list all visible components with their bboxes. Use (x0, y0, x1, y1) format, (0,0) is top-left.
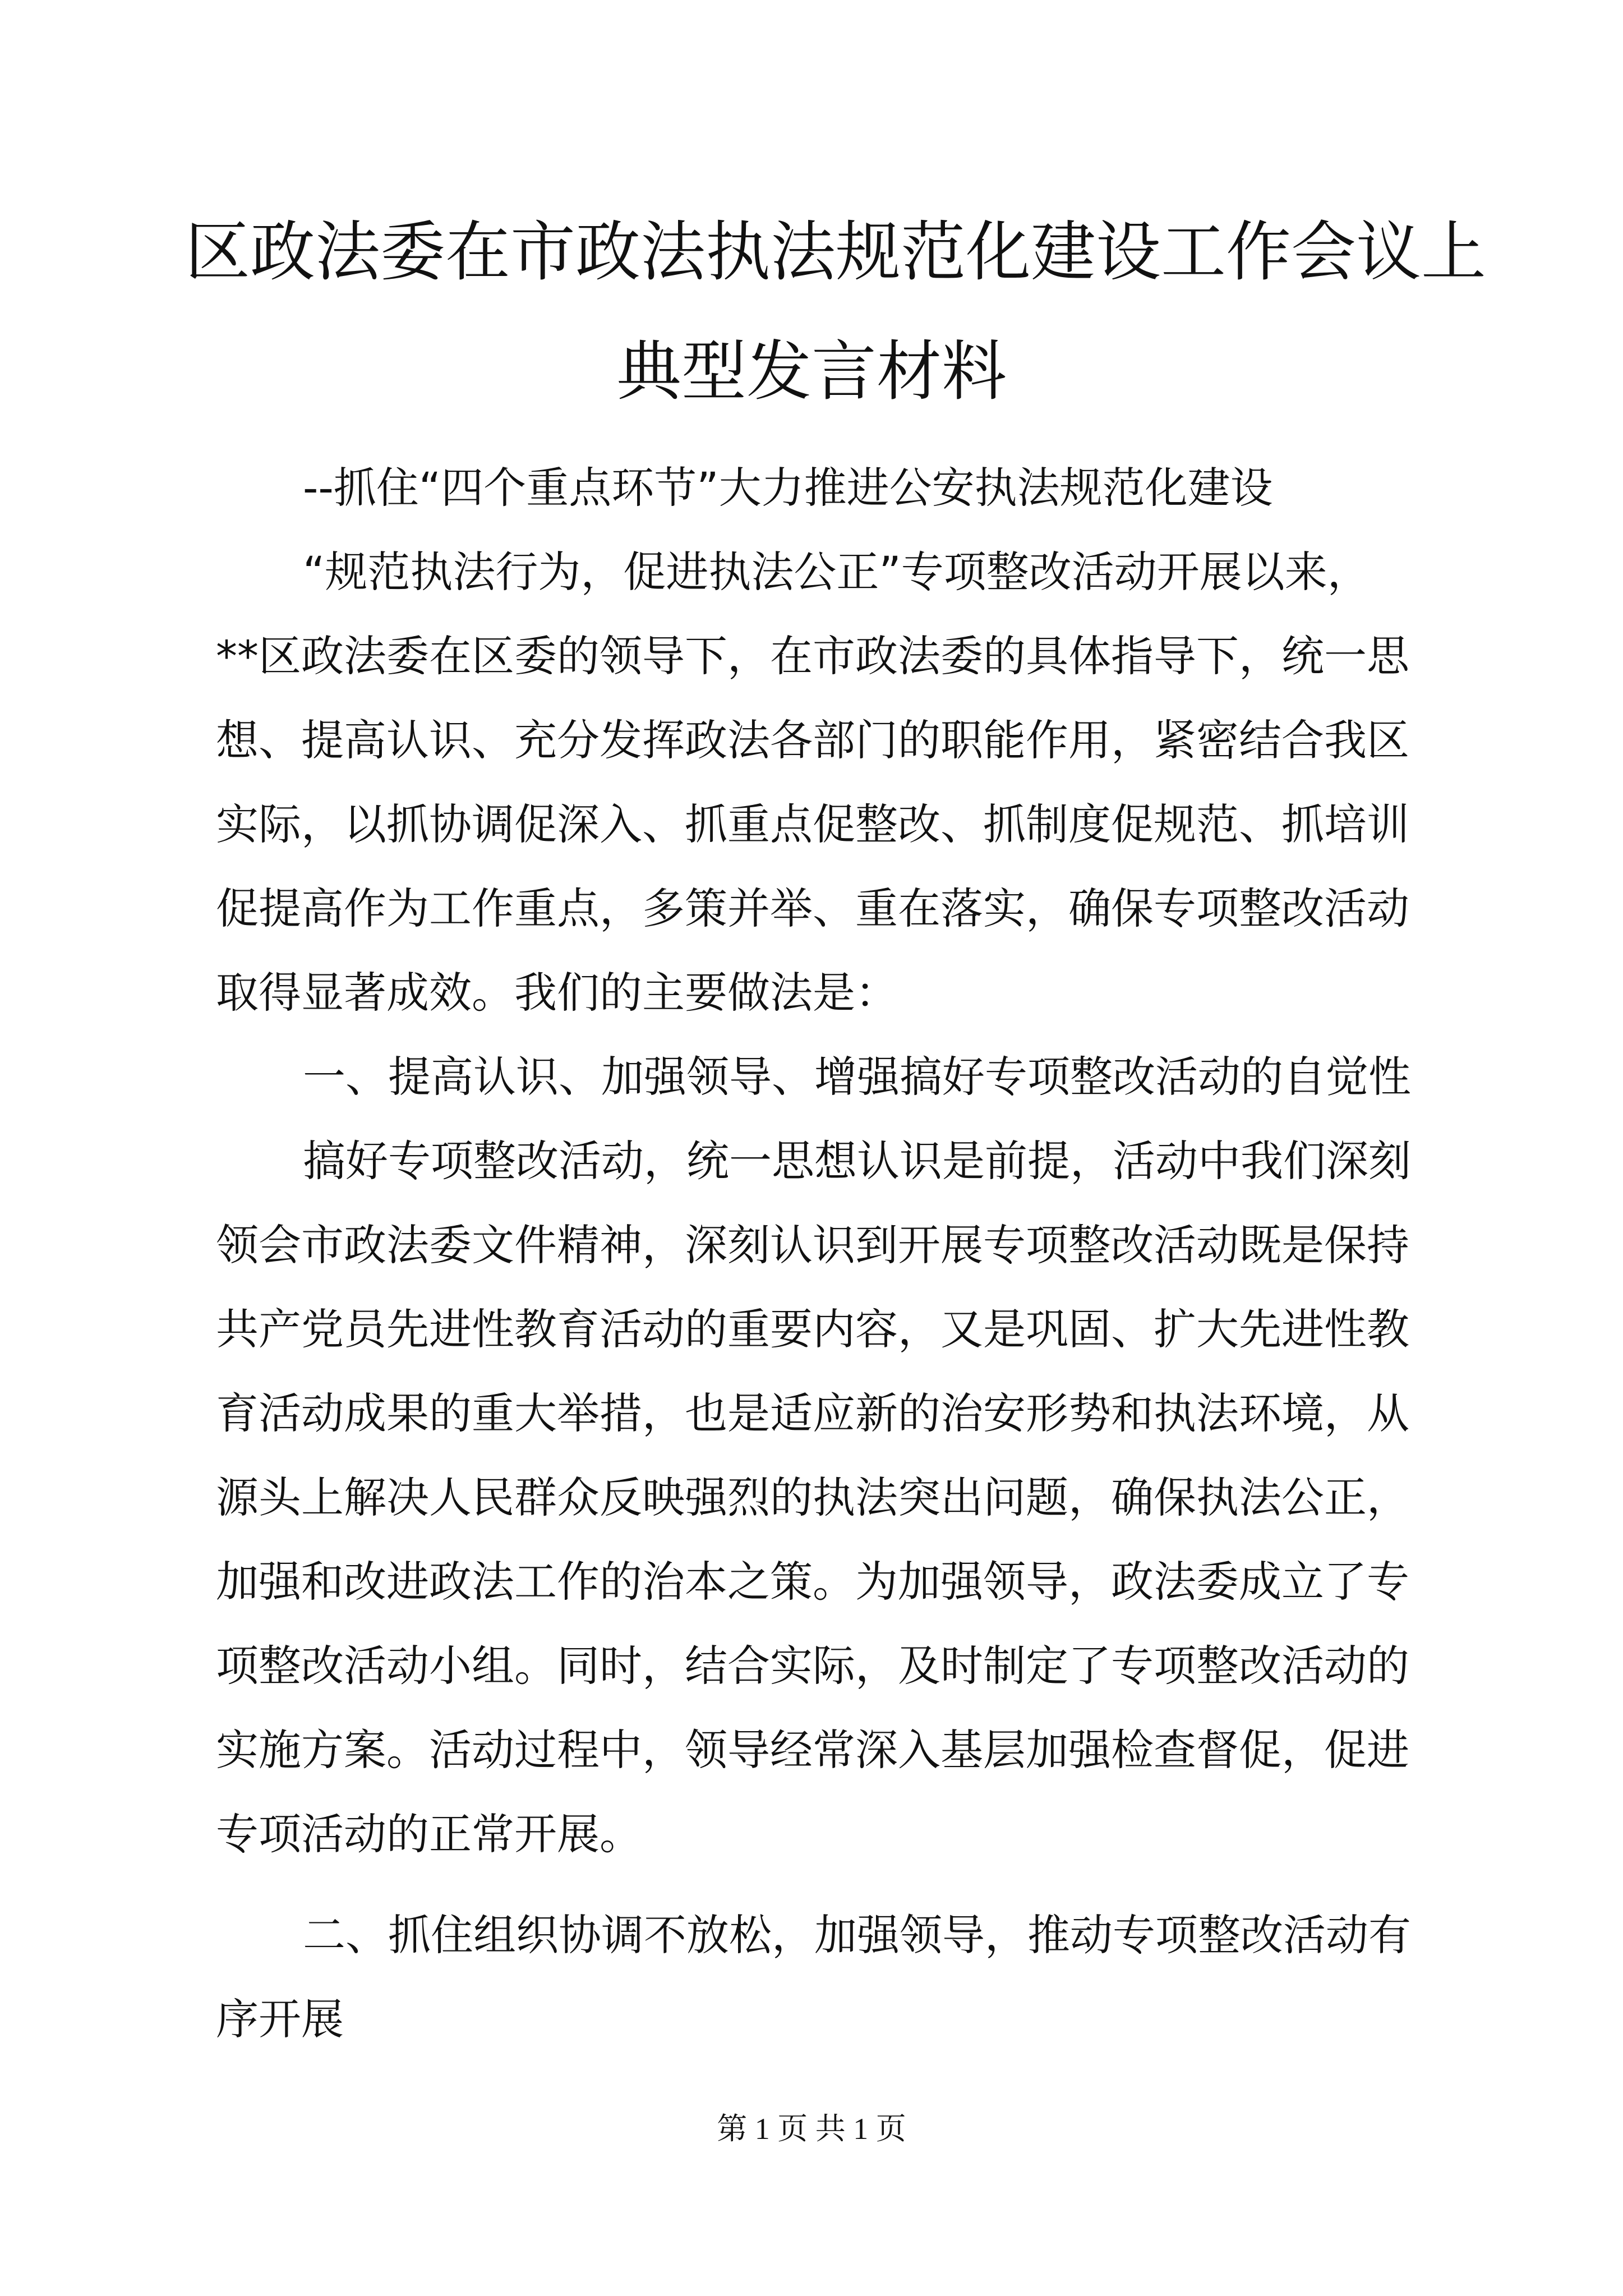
page-footer: 第 1 页 共 1 页 (717, 2112, 906, 2146)
paragraph-line: 源头上解决人民群众反映强烈的执法突出问题，确保执法公正， (216, 1473, 1409, 1522)
paragraph-line: 想、提高认识、充分发挥政法各部门的职能作用，紧密结合我区 (216, 715, 1409, 765)
paragraph-line: 促提高作为工作重点，多策并举、重在落实，确保专项整改活动 (216, 884, 1409, 933)
paragraph-line: 取得显著成效。我们的主要做法是： (216, 968, 898, 1018)
paragraph-line: 搞好专项整改活动，统一思想认识是前提，活动中我们深刻 (303, 1136, 1411, 1186)
section-heading-2: 二、抓住组织协调不放松，加强领导，推动专项整改活动有 (303, 1910, 1411, 1960)
paragraph-line: 加强和改进政法工作的治本之策。为加强领导，政法委成立了专 (216, 1557, 1409, 1607)
paragraph-line: 育活动成果的重大举措，也是适应新的治安形势和执法环境，从 (216, 1388, 1409, 1438)
paragraph-line: 项整改活动小组。同时，结合实际，及时制定了专项整改活动的 (216, 1641, 1409, 1691)
paragraph-line: 实际，以抓协调促深入、抓重点促整改、抓制度促规范、抓培训 (216, 799, 1409, 849)
document-title-line-1: 区政法委在市政法执法规范化建设工作会议上 (185, 214, 1486, 290)
paragraph-line: 领会市政法委文件精神，深刻认识到开展专项整改活动既是保持 (216, 1220, 1409, 1270)
paragraph-line: 共产党员先进性教育活动的重要内容，又是巩固、扩大先进性教 (216, 1304, 1409, 1354)
paragraph-line: “规范执法行为，促进执法公正”专项整改活动开展以来， (303, 547, 1370, 597)
paragraph-line: 实施方案。活动过程中，领导经常深入基层加强检查督促，促进 (216, 1725, 1409, 1775)
section-heading-2-continued: 序开展 (216, 1994, 344, 2044)
document-title-line-2: 典型发言材料 (616, 334, 1007, 409)
section-heading-1: 一、提高认识、加强领导、增强搞好专项整改活动的自觉性 (303, 1052, 1411, 1102)
document-subtitle: --抓住“四个重点环节”大力推进公安执法规范化建设 (303, 463, 1273, 513)
paragraph-line: **区政法委在区委的领导下，在市政法委的具体指导下，统一思 (216, 631, 1409, 681)
paragraph-line: 专项活动的正常开展。 (216, 1809, 642, 1859)
